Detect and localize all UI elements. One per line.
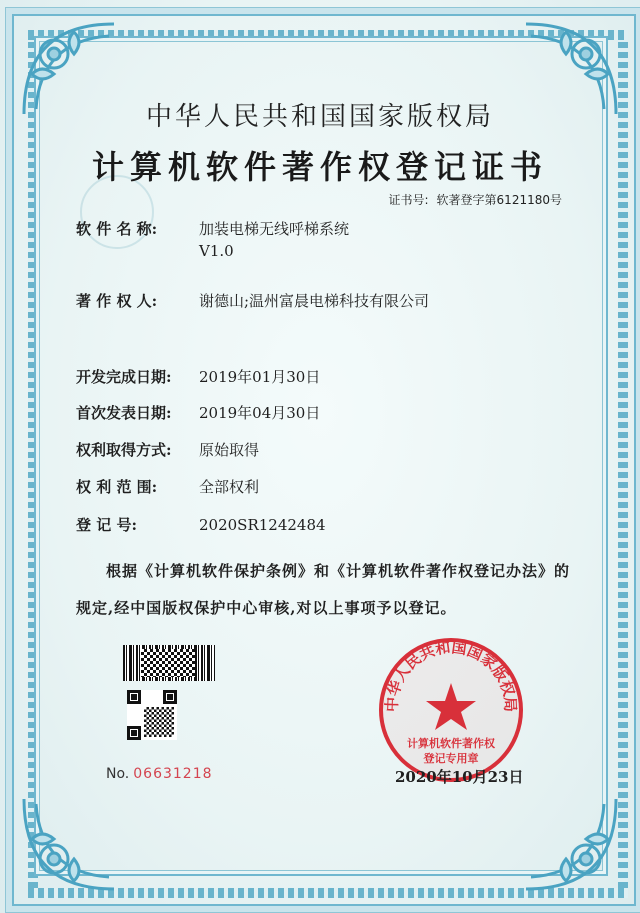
- field-label: 登 记 号:: [76, 516, 137, 534]
- field-label: 权 利 范 围:: [76, 478, 158, 496]
- corner-ornament-bottom-left: [14, 789, 124, 899]
- certificate-number-label: 证书号:: [388, 193, 429, 207]
- certificate-number: [389, 191, 563, 208]
- field-value: 原始取得: [199, 441, 260, 459]
- field-value: 谢德山;温州富晨电梯科技有限公司: [199, 292, 430, 310]
- barcode: [123, 645, 215, 681]
- field-value: 加装电梯无线呼梯系统: [199, 220, 350, 238]
- certificate-number-value: 软著登字第6121180号: [436, 193, 562, 207]
- field-label: 著 作 权 人:: [76, 292, 158, 310]
- statement-line-2: 规定,经中国版权保护中心审核,对以上事项予以登记。: [76, 599, 457, 617]
- field-value: 全部权利: [199, 478, 260, 496]
- field-label: 权利取得方式:: [76, 441, 172, 459]
- seal-line-2: 登记专用章: [423, 752, 479, 765]
- field-label: 软 件 名 称:: [76, 220, 158, 238]
- field-value: 2019年04月30日: [199, 404, 321, 422]
- field-label: 开发完成日期:: [76, 368, 172, 386]
- qr-code: [127, 690, 177, 740]
- corner-ornament-bottom-right: [516, 789, 626, 899]
- official-seal: [376, 635, 526, 785]
- serial-value: 06631218: [133, 766, 213, 782]
- field-value-version: V1.0: [199, 242, 234, 260]
- certificate-title: 计算机软件著作权登记证书: [91, 148, 548, 186]
- serial-prefix: No.: [106, 766, 130, 782]
- serial-number: [106, 766, 213, 782]
- field-value: 2019年01月30日: [199, 368, 321, 386]
- issue-date: 2020年10月23日: [395, 768, 524, 786]
- field-value: 2020SR1242484: [199, 516, 326, 534]
- statement-line-1: 根据《计算机软件保护条例》和《计算机软件著作权登记办法》的: [106, 562, 571, 580]
- seal-line-1: 计算机软件著作权: [407, 737, 495, 750]
- seal-ring-text: 中华人民共和国国家版权局: [382, 638, 520, 713]
- field-label: 首次发表日期:: [76, 404, 172, 422]
- issuer-heading: 中华人民共和国国家版权局: [145, 102, 494, 132]
